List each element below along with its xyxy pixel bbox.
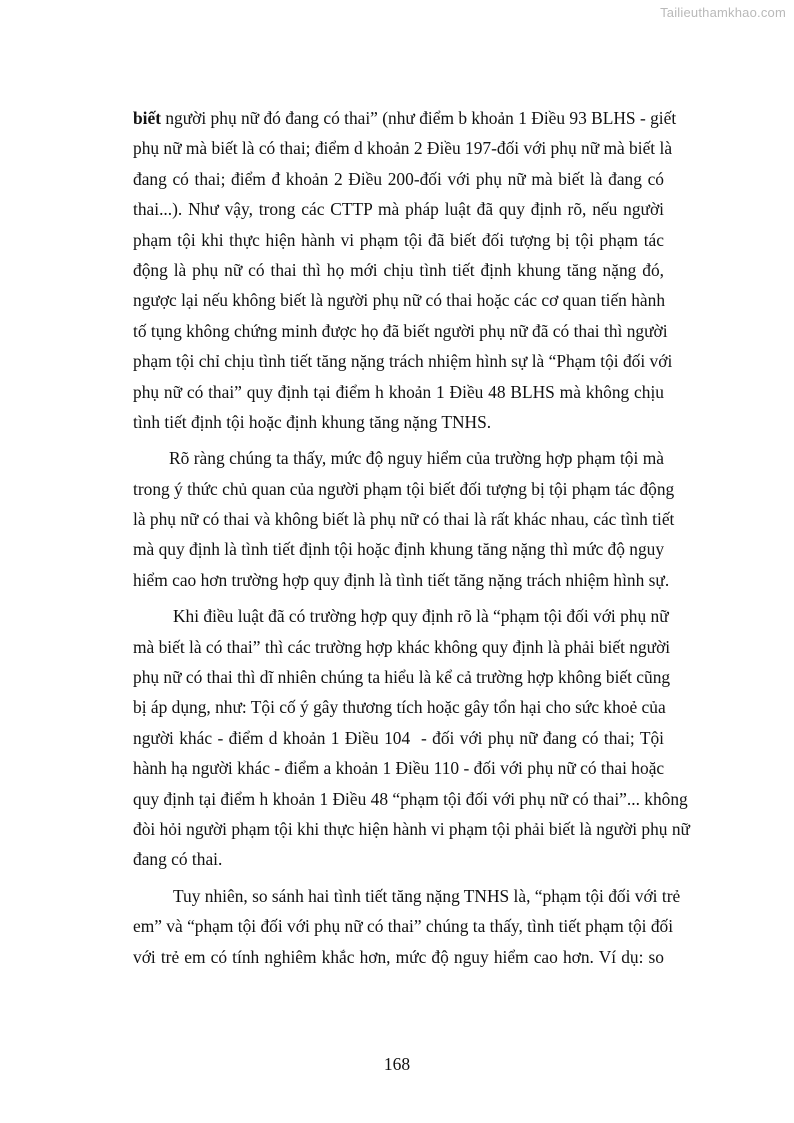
text-line: đang có thai. — [133, 849, 223, 870]
text-line: Tuy nhiên, so sánh hai tình tiết tăng nặng TNHS là, “phạm tội đối với trẻ — [173, 885, 681, 906]
text-line: ngược lại nếu không biết là người phụ nữ có thai hoặc các cơ quan tiến hành — [133, 290, 666, 311]
text-line: Khi điều luật đã có trường hợp quy định rõ là “phạm tội đối với phụ nữ — [173, 606, 669, 627]
text-line: biết người phụ nữ đó đang có thai” (như điểm b khoản 1 Điều 93 BLHS - giết — [133, 108, 677, 128]
paragraph-2 — [133, 443, 675, 595]
bold-word: biết — [133, 108, 162, 128]
paragraph-1 — [133, 103, 677, 437]
text-line: người khác - điểm d khoản 1 Điều 104 - đối với phụ nữ đang có thai; Tội — [133, 727, 664, 748]
text-line: đòi hỏi người phạm tội khi thực hiện hành vi phạm tội phải biết là người phụ nữ — [133, 818, 690, 839]
text-line: quy định tại điểm h khoản 1 Điều 48 “phạm tội đối với phụ nữ có thai”... không — [133, 788, 688, 809]
text-line: mà biết là có thai” thì các trường hợp khác không quy định là phải biết người — [133, 636, 671, 657]
page-number: 168 — [383, 1054, 411, 1074]
text-line: phụ nữ mà biết là có thai; điểm d khoản 2 Điều 197-đối với phụ nữ mà biết là — [133, 138, 673, 159]
text-line: mà quy định là tình tiết định tội hoặc định khung tăng nặng thì mức độ nguy — [133, 539, 665, 560]
text-line: phụ nữ có thai thì dĩ nhiên chúng ta hiểu là kể cả trường hợp không biết cũng — [133, 667, 671, 688]
text-line: bị áp dụng, như: Tội cố ý gây thương tích hoặc gây tổn hại cho sức khoẻ của — [133, 697, 666, 718]
text-line: tố tụng không chứng minh được họ đã biết người phụ nữ đã có thai thì người — [133, 320, 668, 341]
text-line: tình tiết định tội hoặc định khung tăng nặng TNHS. — [133, 411, 492, 432]
text-line: hiểm cao hơn trường hợp quy định là tình tiết tăng nặng trách nhiệm hình sự. — [133, 569, 670, 590]
text-line: hành hạ người khác - điểm a khoản 1 Điều 110 - đối với phụ nữ có thai hoặc — [133, 758, 665, 779]
watermark: Tailieuthamkhao.com — [660, 5, 786, 20]
text-line: trong ý thức chủ quan của người phạm tội biết đối tượng bị tội phạm tác động — [133, 478, 675, 499]
text-line: phạm tội khi thực hiện hành vi phạm tội đã biết đối tượng bị tội phạm tác — [133, 229, 664, 250]
paragraph-3 — [133, 601, 690, 875]
text-line: đang có thai; điểm đ khoản 2 Điều 200-đối với phụ nữ mà biết là đang có — [133, 168, 664, 189]
text-line: phạm tội chỉ chịu tình tiết tăng nặng trách nhiệm hình sự là “Phạm tội đối với — [133, 351, 673, 372]
document-body — [133, 103, 690, 972]
text-line: động là phụ nữ có thai thì họ mới chịu tình tiết định khung tăng nặng đó, — [133, 259, 664, 280]
text-line: Rõ ràng chúng ta thấy, mức độ nguy hiểm của trường hợp phạm tội mà — [169, 448, 664, 469]
text-line: với trẻ em có tính nghiêm khắc hơn, mức độ nguy hiểm cao hơn. Ví dụ: so — [133, 946, 664, 967]
text-line: em” và “phạm tội đối với phụ nữ có thai” chúng ta thấy, tình tiết phạm tội đối — [133, 916, 674, 937]
text-line: thai...). Như vậy, trong các CTTP mà pháp luật đã quy định rõ, nếu người — [133, 199, 664, 220]
paragraph-4 — [133, 881, 681, 972]
text-line: là phụ nữ có thai và không biết là phụ nữ có thai là rất khác nhau, các tình tiết — [133, 509, 675, 530]
text-line: phụ nữ có thai” quy định tại điểm h khoản 1 Điều 48 BLHS mà không chịu — [133, 381, 664, 402]
